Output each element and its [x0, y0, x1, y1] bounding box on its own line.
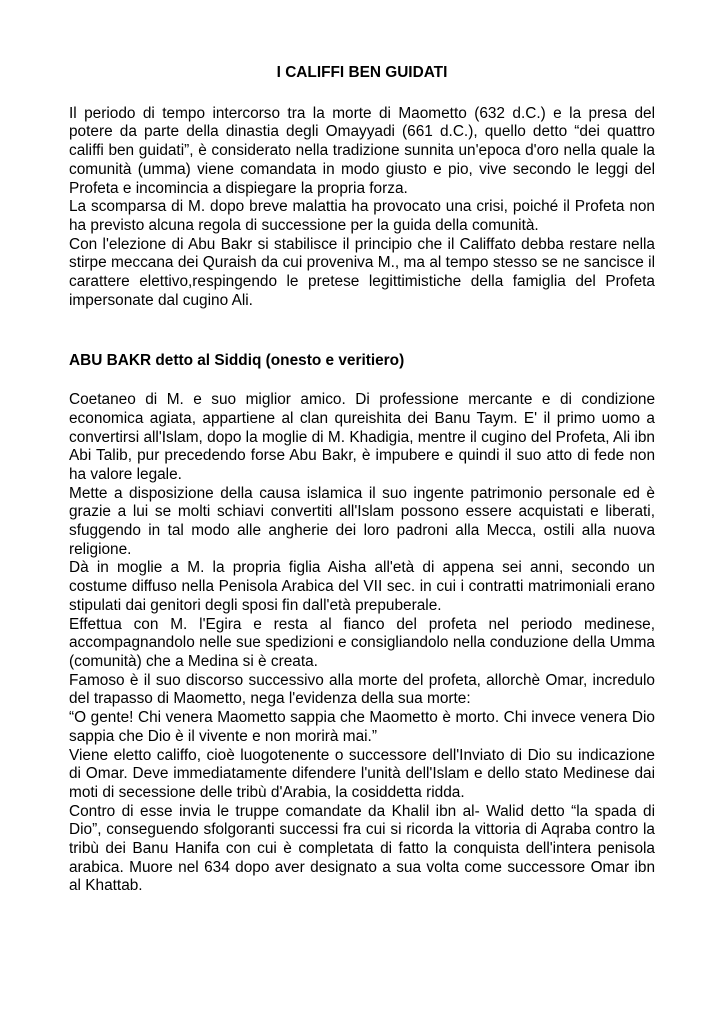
intro-paragraph-1: Il periodo di tempo intercorso tra la morte di Maometto (632 d.C.) e la presa del potere da parte della dinastia degli Omayyadi (661 d.C.), quello detto “dei quattro califfi ben guidati”, è considerato nella tradizione sunnita un'epoca d'oro nella quale la comunità (umma) viene comandata in modo giusto e pio, vive secondo le leggi del Profeta e incomincia a dispiegare la propria forza. [69, 104, 655, 197]
section-paragraph-3: Dà in moglie a M. la propria figlia Aisha all'età di appena sei anni, secondo un costume diffuso nella Penisola Arabica del VII sec. in cui i contratti matrimoniali erano stipulati dai genitori degli sposi fin dall'età prepuberale. [69, 559, 655, 614]
section-paragraph-5: Famoso è il suo discorso successivo alla morte del profeta, allorchè Omar, incredulo del trapasso di Maometto, nega l'evidenza della sua morte: [69, 671, 655, 708]
document-title: I CALIFFI BEN GUIDATI [276, 64, 448, 81]
section-paragraph-2: Mette a disposizione della causa islamica il suo ingente patrimonio personale ed è grazie a lui se molti schiavi convertiti all'Islam possono essere acquistati e liberati, sfuggendo in tal modo alle angherie dei loro padroni alla Mecca, ostili alla nuova religione. [69, 484, 655, 558]
section-paragraph-7: Viene eletto califfo, cioè luogotenente o successore dell'Inviato di Dio su indicazione di Omar. Deve immediatamente difendere l'unità dell'Islam e dello stato Medinese dai moti di secessione delle tribù d'Arabia, la cosiddetta ridda. [69, 746, 655, 801]
intro-paragraph-3: Con l'elezione di Abu Bakr si stabilisce il principio che il Califfato debba restare nella stirpe meccana dei Quraish da cui proveniva M., ma al tempo stesso se ne sancisce il carattere elettivo,respingendo le pretese legittimistiche della famiglia del Profeta impersonate dal cugino Ali. [69, 235, 655, 309]
section-paragraph-8: Contro di esse invia le truppe comandate da Khalil ibn al- Walid detto “la spada di Dio”, conseguendo sfolgoranti successi fra cui si ricorda la vittoria di Aqraba contro la tribù dei Banu Hanifa con cui è completata di fatto la conquista dell'intera penisola arabica. Muore nel 634 dopo aver designato a sua volta come successore Omar ibn al Khattab. [69, 802, 655, 895]
section-quote: “O gente! Chi venera Maometto sappia che Maometto è morto. Chi invece venera Dio sappia che Dio è il vivente e non morirà mai.” [69, 709, 655, 745]
document-page [69, 64, 655, 896]
section-paragraph-1: Coetaneo di M. e suo miglior amico. Di professione mercante e di condizione economica agiata, appartiene al clan qureishita dei Banu Taym. E' il primo uomo a convertirsi all'Islam, dopo la moglie di M. Khadigia, mentre il cugino del Profeta, Ali ibn Abi Talib, pur precedendo forse Abu Bakr, è impubere e quindi il suo atto di fede non ha valore legale. [69, 391, 655, 483]
section-paragraph-4: Effettua con M. l'Egira e resta al fianco del profeta nel periodo medinese, accompagnandolo nelle sue spedizioni e consigliandolo nella conduzione della Umma (comunità) che a Medina si è creata. [69, 615, 655, 670]
section-heading: ABU BAKR detto al Siddiq (onesto e veritiero) [69, 352, 405, 370]
intro-paragraph-2: La scomparsa di M. dopo breve malattia ha provocato una crisi, poiché il Profeta non ha previsto alcuna regola di successione per la guida della comunità. [69, 198, 655, 234]
